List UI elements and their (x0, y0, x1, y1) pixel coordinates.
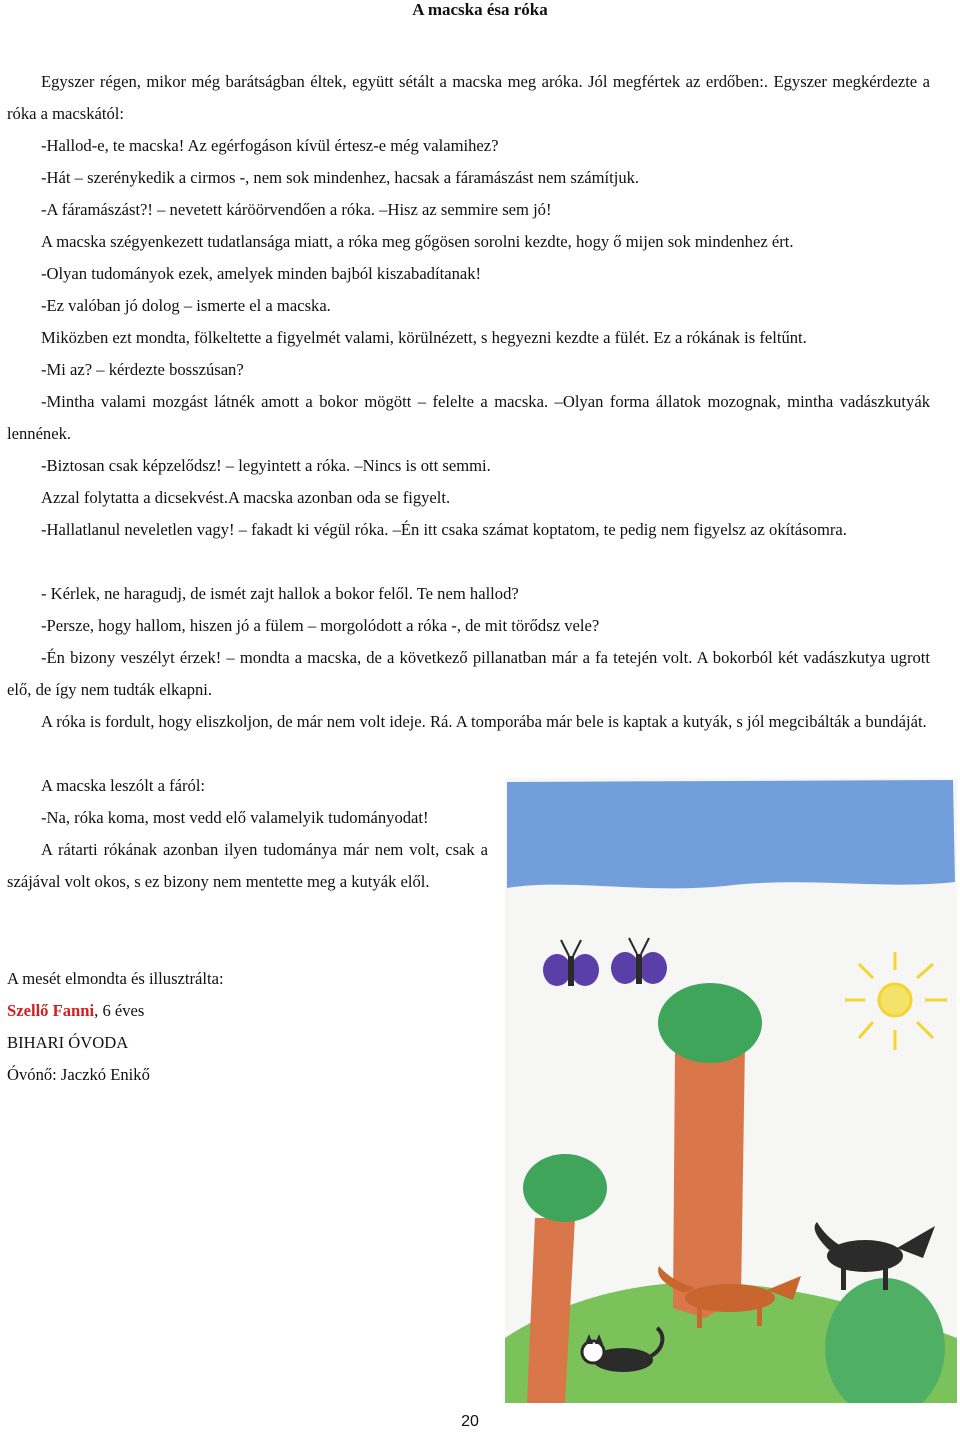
credit-intro: A mesét elmondta és illusztrálta: (7, 969, 224, 988)
sun (845, 952, 947, 1050)
story-title: A macska ésa róka (412, 0, 548, 19)
story-paragraph: A róka is fordult, hogy eliszkoljon, de már nem volt ideje. Rá. A tomporába már bele is kaptak a kutyák, s jól megcibálták a bundáját. (41, 712, 927, 731)
child-drawing-illustration (505, 778, 957, 1403)
credit-kindergarten: BIHARI ÓVODA (7, 1033, 129, 1052)
story-paragraph: -Hallatlanul neveletlen vagy! – fakadt ki végül róka. –Én itt csaka számat koptatom, te pedig nem figyelsz az okításomra. (41, 520, 847, 539)
tree-top-center (658, 983, 762, 1063)
story-paragraph: -A fáramászást?! – nevetett káröörvendően a róka. –Hisz az semmire sem jó! (41, 200, 552, 219)
credit-teacher: Óvónő: Jaczkó Enikő (7, 1065, 150, 1084)
story-paragraph: -Ez valóban jó dolog – ismerte el a macska. (41, 296, 331, 315)
story-paragraph: -Olyan tudományok ezek, amelyek minden bajból kiszabadítanak! (41, 264, 482, 283)
tree-top-left (523, 1154, 607, 1222)
author-name: Szellő Fanni (7, 1001, 95, 1020)
story-paragraph: -Hát – szerénykedik a cirmos -, nem sok mindenhez, hacsak a fáramászást nem számítjuk. (41, 168, 640, 187)
story-paragraph: A rátarti rókának azonban ilyen tudománya már nem volt, csak a szájával volt okos, s ez bizony nem mentette meg a kutyák elől. (7, 840, 488, 891)
author-age: , 6 éves (94, 1001, 145, 1020)
credit-author (7, 995, 144, 1027)
story-paragraph: -Mintha valami mozgást látnék amott a bokor mögött – felelte a macska. –Olyan forma állatok mozognak, mintha vadászkutyák lennének. (7, 392, 930, 443)
story-paragraph: Azzal folytatta a dicsekvést.A macska azonban oda se figyelt. (41, 488, 451, 507)
story-paragraph: -Biztosan csak képzelődsz! – legyintett a róka. –Nincs is ott semmi. (41, 456, 491, 475)
sky (507, 780, 955, 888)
story-paragraph: -Én bizony veszélyt érzek! – mondta a macska, de a következő pillanatban már a fa tetején volt. A bokorból két vadászkutya ugrott elő, de így nem tudták elkapni. (7, 648, 930, 699)
story-paragraph: -Persze, hogy hallom, hiszen jó a fülem – morgolódott a róka -, de mit törődsz vele? (41, 616, 600, 635)
story-paragraph: -Hallod-e, te macska! Az egérfogáson kívül értesz-e még valamihez? (41, 136, 499, 155)
story-paragraph: Miközben ezt mondta, fölkeltette a figyelmét valami, körülnézett, s hegyezni kezdte a fülét. Ez a rókának is feltűnt. (41, 328, 807, 347)
story-paragraph: -Mi az? – kérdezte bosszúsan? (41, 360, 244, 379)
story-paragraph: Egyszer régen, mikor még barátságban éltek, együtt sétált a macska meg aróka. Jól megfértek az erdőben:. Egyszer megkérdezte a róka a macskától: (7, 72, 930, 123)
story-paragraph: A macska szégyenkezett tudatlansága miatt, a róka meg gőgösen sorolni kezdte, hogy ő mijen sok mindenhez ért. (41, 232, 794, 251)
story-paragraph: A macska leszólt a fáról: (41, 776, 206, 795)
story-paragraph: -Na, róka koma, most vedd elő valamelyik tudományodat! (41, 808, 429, 827)
page-number: 20 (461, 1413, 479, 1430)
story-paragraph: - Kérlek, ne haragudj, de ismét zajt hallok a bokor felől. Te nem hallod? (41, 584, 519, 603)
tree-trunk-center (673, 1044, 745, 1318)
